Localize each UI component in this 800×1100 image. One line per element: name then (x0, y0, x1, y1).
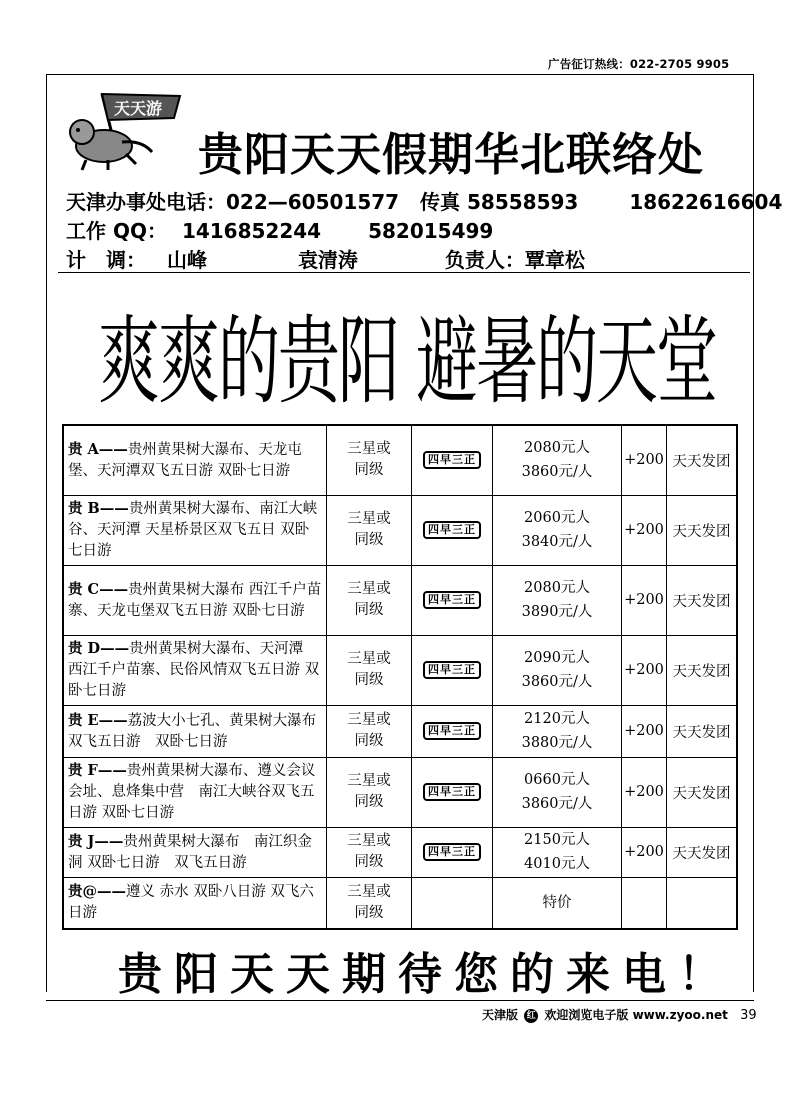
route-description (63, 565, 327, 635)
surcharge-cell (622, 425, 667, 495)
qq-number-2: 582015499 (368, 219, 494, 243)
meal-stamp: 四早三正 (423, 521, 481, 539)
hotel-standard (327, 757, 412, 827)
meal-cell (412, 877, 493, 929)
departure-schedule: 天天发团 (672, 593, 731, 610)
hotel-standard (327, 827, 412, 877)
page-number: 39 (740, 1008, 757, 1023)
hotel-standard (327, 635, 412, 705)
route-code: 贵 A—— (68, 440, 128, 458)
surcharge-cell (622, 827, 667, 877)
route-code: 贵 B—— (68, 500, 129, 517)
table-row (63, 877, 737, 929)
departure-cell (667, 495, 738, 565)
route-itinerary: 贵州黄果树大瀑布 西江千户苗寨、天龙屯堡双飞五日游 双卧七日游 (68, 581, 322, 619)
price-cell (493, 757, 622, 827)
hotel-standard (327, 425, 412, 495)
footer-site-text: 欢迎浏览电子版 www.zyoo.net (544, 1008, 728, 1022)
route-table (62, 424, 738, 930)
route-code: 贵 C—— (68, 580, 129, 598)
route-itinerary: 贵州黄果树大瀑布、南江大峡谷、天河潭 天星桥景区双飞五日 双卧七日游 (68, 501, 318, 559)
footer-edition: 天津版 (482, 1008, 519, 1022)
meal-cell (412, 495, 493, 565)
surcharge-cell (622, 877, 667, 929)
meal-cell (412, 635, 493, 705)
route-description (63, 877, 327, 929)
headline-part-2: 避暑的天堂 (416, 304, 717, 418)
meal-stamp: 四早三正 (423, 843, 481, 861)
departure-schedule: 天天发团 (672, 663, 731, 680)
qq-label: 工作 QQ： (66, 219, 167, 243)
ad-hotline: 广告征订热线：022-2705 9905 (548, 57, 730, 71)
closing-slogan: 贵阳天天期待您的来电！ (118, 949, 734, 1000)
price-cell (493, 827, 622, 877)
headline-part-1: 爽爽的贵阳 (98, 304, 399, 418)
hotel-standard (327, 565, 412, 635)
table-row (63, 705, 737, 757)
table-row (63, 425, 737, 495)
qq-number-1: 1416852244 (181, 219, 322, 243)
route-description (63, 827, 327, 877)
departure-cell (667, 635, 738, 705)
departure-schedule: 天天发团 (672, 724, 731, 741)
departure-cell (667, 757, 738, 827)
route-description (63, 425, 327, 495)
price-line-1: 2080元人 (524, 440, 590, 457)
price-cell (493, 877, 622, 929)
mobile-number: 18622616604 (629, 190, 783, 214)
price-line-2: 3860元/人 (521, 796, 593, 812)
route-itinerary: 遵义 赤水 双卧八日游 双飞六日游 (68, 884, 314, 922)
price-line-1: 0660元人 (524, 772, 590, 788)
route-description (63, 495, 327, 565)
route-itinerary: 贵州黄果树大瀑布、天龙屯堡、天河潭双飞五日游 双卧七日游 (68, 441, 302, 479)
route-description (63, 635, 327, 705)
departure-cell (667, 565, 738, 635)
price-cell (493, 705, 622, 757)
surcharge-cell (622, 705, 667, 757)
surcharge-cell (622, 635, 667, 705)
meal-cell (412, 425, 493, 495)
bottom-divider (46, 1000, 754, 1001)
meal-cell (412, 705, 493, 757)
price-line-2: 3880元/人 (521, 735, 593, 751)
route-description (63, 757, 327, 827)
price-line-1: 2120元人 (524, 711, 590, 727)
hotel-standard (327, 877, 412, 929)
price-line-1: 2080元人 (524, 580, 590, 596)
price-line-1: 2060元人 (524, 510, 590, 526)
price-line-2: 3860元/人 (521, 464, 593, 481)
surcharge: +200 (624, 592, 664, 608)
surcharge: +200 (624, 522, 664, 538)
contact-line-staff (66, 244, 585, 273)
table-row (63, 757, 737, 827)
surcharge-cell (622, 565, 667, 635)
meal-stamp: 四早三正 (423, 591, 481, 609)
price-cell (493, 635, 622, 705)
hotel-standard-text: 三星或同级 (347, 511, 391, 548)
office-phone: 天津办事处电话：022—60501577 (66, 190, 400, 214)
hotel-standard-text: 三星或同级 (347, 773, 391, 810)
footer-badge: 红 (524, 1009, 538, 1023)
hotel-standard (327, 495, 412, 565)
meal-stamp: 四早三正 (423, 722, 481, 740)
table-row (63, 495, 737, 565)
surcharge-cell (622, 495, 667, 565)
meal-cell (412, 565, 493, 635)
hotel-standard-text: 三星或同级 (347, 581, 391, 618)
price-line-2: 3840元/人 (521, 534, 593, 550)
footer (482, 1006, 757, 1023)
price-line-2: 3860元/人 (521, 674, 593, 690)
logo-flag-text: 天天游 (114, 99, 163, 118)
route-code: 贵 F—— (68, 762, 127, 779)
planner-name-1: 山峰 (166, 248, 207, 272)
surcharge: +200 (624, 844, 664, 860)
route-code: 贵@—— (68, 883, 126, 901)
departure-schedule: 天天发团 (672, 453, 731, 470)
contact-line-phones (66, 186, 782, 215)
meal-cell (412, 827, 493, 877)
meal-stamp: 四早三正 (423, 451, 481, 469)
surcharge: +200 (624, 452, 664, 469)
meal-stamp: 四早三正 (423, 783, 481, 801)
route-code: 贵 D—— (68, 640, 130, 657)
departure-cell (667, 877, 738, 929)
contact-line-qq (66, 215, 493, 244)
hotel-standard-text: 三星或同级 (347, 833, 391, 870)
route-itinerary: 贵州黄果树大瀑布 南江织金洞 双卧七日游 双飞五日游 (68, 833, 312, 871)
route-code: 贵 J—— (68, 832, 124, 850)
route-code: 贵 E—— (68, 711, 128, 729)
price-line-2: 4010元人 (524, 856, 590, 872)
meal-stamp: 四早三正 (423, 661, 481, 679)
departure-schedule: 天天发团 (672, 523, 731, 540)
manager-name: 负责人：覃章松 (444, 248, 585, 272)
organization-title: 贵阳天天假期华北联络处 (198, 128, 705, 181)
hotel-standard-text: 三星或同级 (347, 441, 391, 479)
table-row (63, 565, 737, 635)
surcharge: +200 (624, 662, 664, 678)
surcharge: +200 (624, 784, 664, 800)
meal-cell (412, 757, 493, 827)
departure-schedule: 天天发团 (672, 845, 731, 862)
header-divider (58, 272, 750, 273)
mascot-flag-icon (62, 88, 192, 172)
route-description (63, 705, 327, 757)
fax-number: 传真 58558593 (420, 190, 579, 214)
table-row (63, 827, 737, 877)
hotel-standard-text: 三星或同级 (347, 883, 391, 921)
planner-label: 计 调： (66, 248, 146, 272)
departure-cell (667, 425, 738, 495)
hotel-standard-text: 三星或同级 (347, 712, 391, 749)
table-row (63, 635, 737, 705)
departure-cell (667, 705, 738, 757)
route-itinerary: 贵州黄果树大瀑布、天河潭 西江千户苗寨、民俗风情双飞五日游 双卧七日游 (68, 641, 320, 699)
price-line-1: 2150元人 (524, 832, 590, 848)
hotel-standard (327, 705, 412, 757)
route-itinerary: 荔波大小七孔、黄果树大瀑布双飞五日游 双卧七日游 (68, 712, 317, 750)
surcharge: +200 (624, 723, 664, 739)
price-cell (493, 425, 622, 495)
planner-name-2: 袁清涛 (297, 248, 358, 272)
price-line-1: 2090元人 (524, 650, 590, 666)
hotel-standard-text: 三星或同级 (347, 651, 391, 688)
departure-cell (667, 827, 738, 877)
price-cell (493, 495, 622, 565)
price-cell (493, 565, 622, 635)
price-line-1: 特价 (542, 894, 572, 911)
route-itinerary: 贵州黄果树大瀑布、遵义会议会址、息烽集中营 南江大峡谷双飞五日游 双卧七日游 (68, 763, 316, 821)
departure-schedule: 天天发团 (672, 785, 731, 802)
surcharge-cell (622, 757, 667, 827)
price-line-2: 3890元/人 (521, 604, 593, 620)
